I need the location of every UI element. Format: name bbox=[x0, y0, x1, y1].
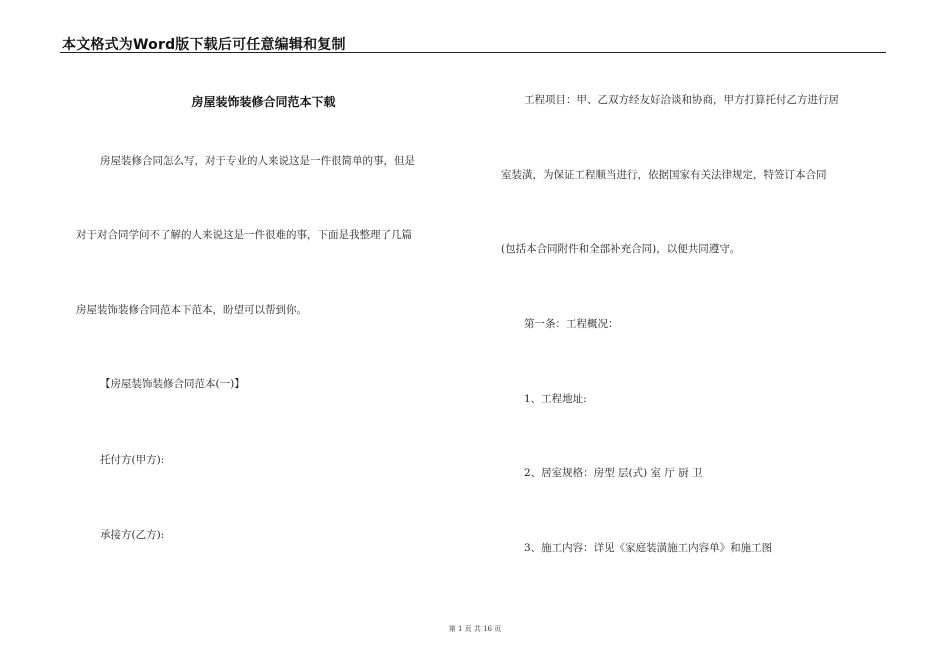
room-spec-item: 2、居室规格：房型 层(式) 室 厅 厨 卫 bbox=[524, 467, 703, 479]
party-a-label: 托付方(甲方): bbox=[100, 454, 165, 466]
page-footer: 第 1 页 共 16 页 bbox=[448, 625, 502, 633]
left-paragraph-line-2: 对于对合同学问不了解的人来说这是一件很难的事，下面是我整理了几篇 bbox=[76, 229, 412, 241]
document-banner: 本文格式为Word版下载后可任意编辑和复制 bbox=[62, 37, 346, 53]
banner-divider bbox=[60, 52, 886, 53]
party-b-label: 承接方(乙方): bbox=[100, 529, 165, 541]
right-paragraph-line-2: 室装潢，为保证工程顺当进行，依据国家有关法律规定，特签订本合同 bbox=[501, 169, 827, 181]
right-paragraph-line-1: 工程项目：甲、乙双方经友好洽谈和协商，甲方打算托付乙方进行居 bbox=[524, 94, 839, 106]
project-address-item: 1、工程地址: bbox=[524, 393, 587, 405]
construction-content-item: 3、施工内容：详见《家庭装潢施工内容单》和施工图 bbox=[524, 542, 773, 554]
left-paragraph-line-3: 房屋装饰装修合同范本下范本，盼望可以帮到你。 bbox=[76, 304, 307, 316]
right-paragraph-line-3: (包括本合同附件和全部补充合同)，以便共同遵守。 bbox=[501, 243, 741, 255]
contract-heading-1: 【房屋装饰装修合同范本(一)】 bbox=[100, 378, 245, 390]
document-title: 房屋装饰装修合同范本下载 bbox=[191, 95, 336, 109]
article-1-heading: 第一条：工程概况： bbox=[524, 318, 619, 330]
left-paragraph-line-1: 房屋装修合同怎么写，对于专业的人来说这是一件很简单的事，但是 bbox=[100, 155, 415, 167]
